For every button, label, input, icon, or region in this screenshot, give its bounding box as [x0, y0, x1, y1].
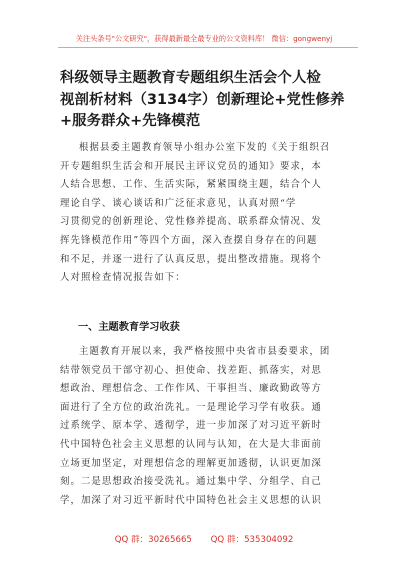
- header-divider: [58, 47, 358, 48]
- text-line: 学，加深了对习近平新时代中国特色社会主义思想的认识: [60, 494, 322, 506]
- footer-qq-group-2: QQ 群：535304092: [210, 535, 294, 545]
- text-line: 过系统学、原本学、透彻学，进一步加深了对习近平新时: [60, 420, 322, 432]
- footer-qq-group-1: QQ 群：30265665: [114, 535, 192, 545]
- section-heading: 一、主题教育学习收获: [78, 322, 180, 333]
- section-paragraph: [60, 343, 360, 510]
- title-line: +服务群众+先锋模范: [60, 113, 201, 129]
- footer: [0, 533, 408, 545]
- text-line: 想政治、理想信念、工作作风、干事担当、廉政勤政等方: [60, 383, 322, 395]
- text-line: 理论自学、谈心谈话和广泛征求意见，认真对照“学: [60, 197, 297, 209]
- text-line: 和不足，并逐一进行了认真反思，提出整改措施。现将个: [60, 253, 322, 265]
- title-line: 视剖析材料（3134字）创新理论+党性修养: [60, 91, 345, 108]
- intro-paragraph: [60, 139, 360, 288]
- text-line: 结带领党员干部守初心、担使命、找差距、抓落实，对思: [60, 364, 322, 376]
- header-banner: 关注头条号"公文研究"，获得最新最全最专业的公文资料库！ 微信：gongwenyj: [75, 34, 333, 43]
- text-line: 开专题组织生活会和开展民主评议党员的通知》要求，本: [60, 160, 322, 172]
- text-line: 人对照检查情况报告如下：: [60, 272, 186, 284]
- text-line: 习贯彻党的创新理论、党性修养提高、联系群众情况、发: [60, 216, 322, 228]
- title-line: 科级领导主题教育专题组织生活会个人检: [60, 70, 321, 86]
- text-line: 挥先锋模范作用”等四个方面，深入查摆自身存在的问题: [60, 234, 318, 246]
- text-line: 根据县委主题教育领导小组办公室下发的《关于组织召: [79, 142, 331, 153]
- text-line: 刻。二是思想政治接受洗礼。通过集中学、分组学、自己: [60, 476, 322, 488]
- text-line: 代中国特色社会主义思想的认同与认知，在大是大非面前: [60, 438, 322, 450]
- text-line: 主题教育开展以来，我严格按照中央省市县委要求，团: [79, 346, 331, 357]
- text-line: 人结合思想、工作、生活实际，紧紧围绕主题，结合个人: [60, 179, 322, 191]
- text-line: 立场更加坚定，对理想信念的理解更加透彻，认识更加深: [60, 457, 322, 469]
- document-title: [60, 68, 360, 133]
- text-line: 面进行了全方位的政治洗礼。一是理论学习学有收获。通: [60, 401, 322, 413]
